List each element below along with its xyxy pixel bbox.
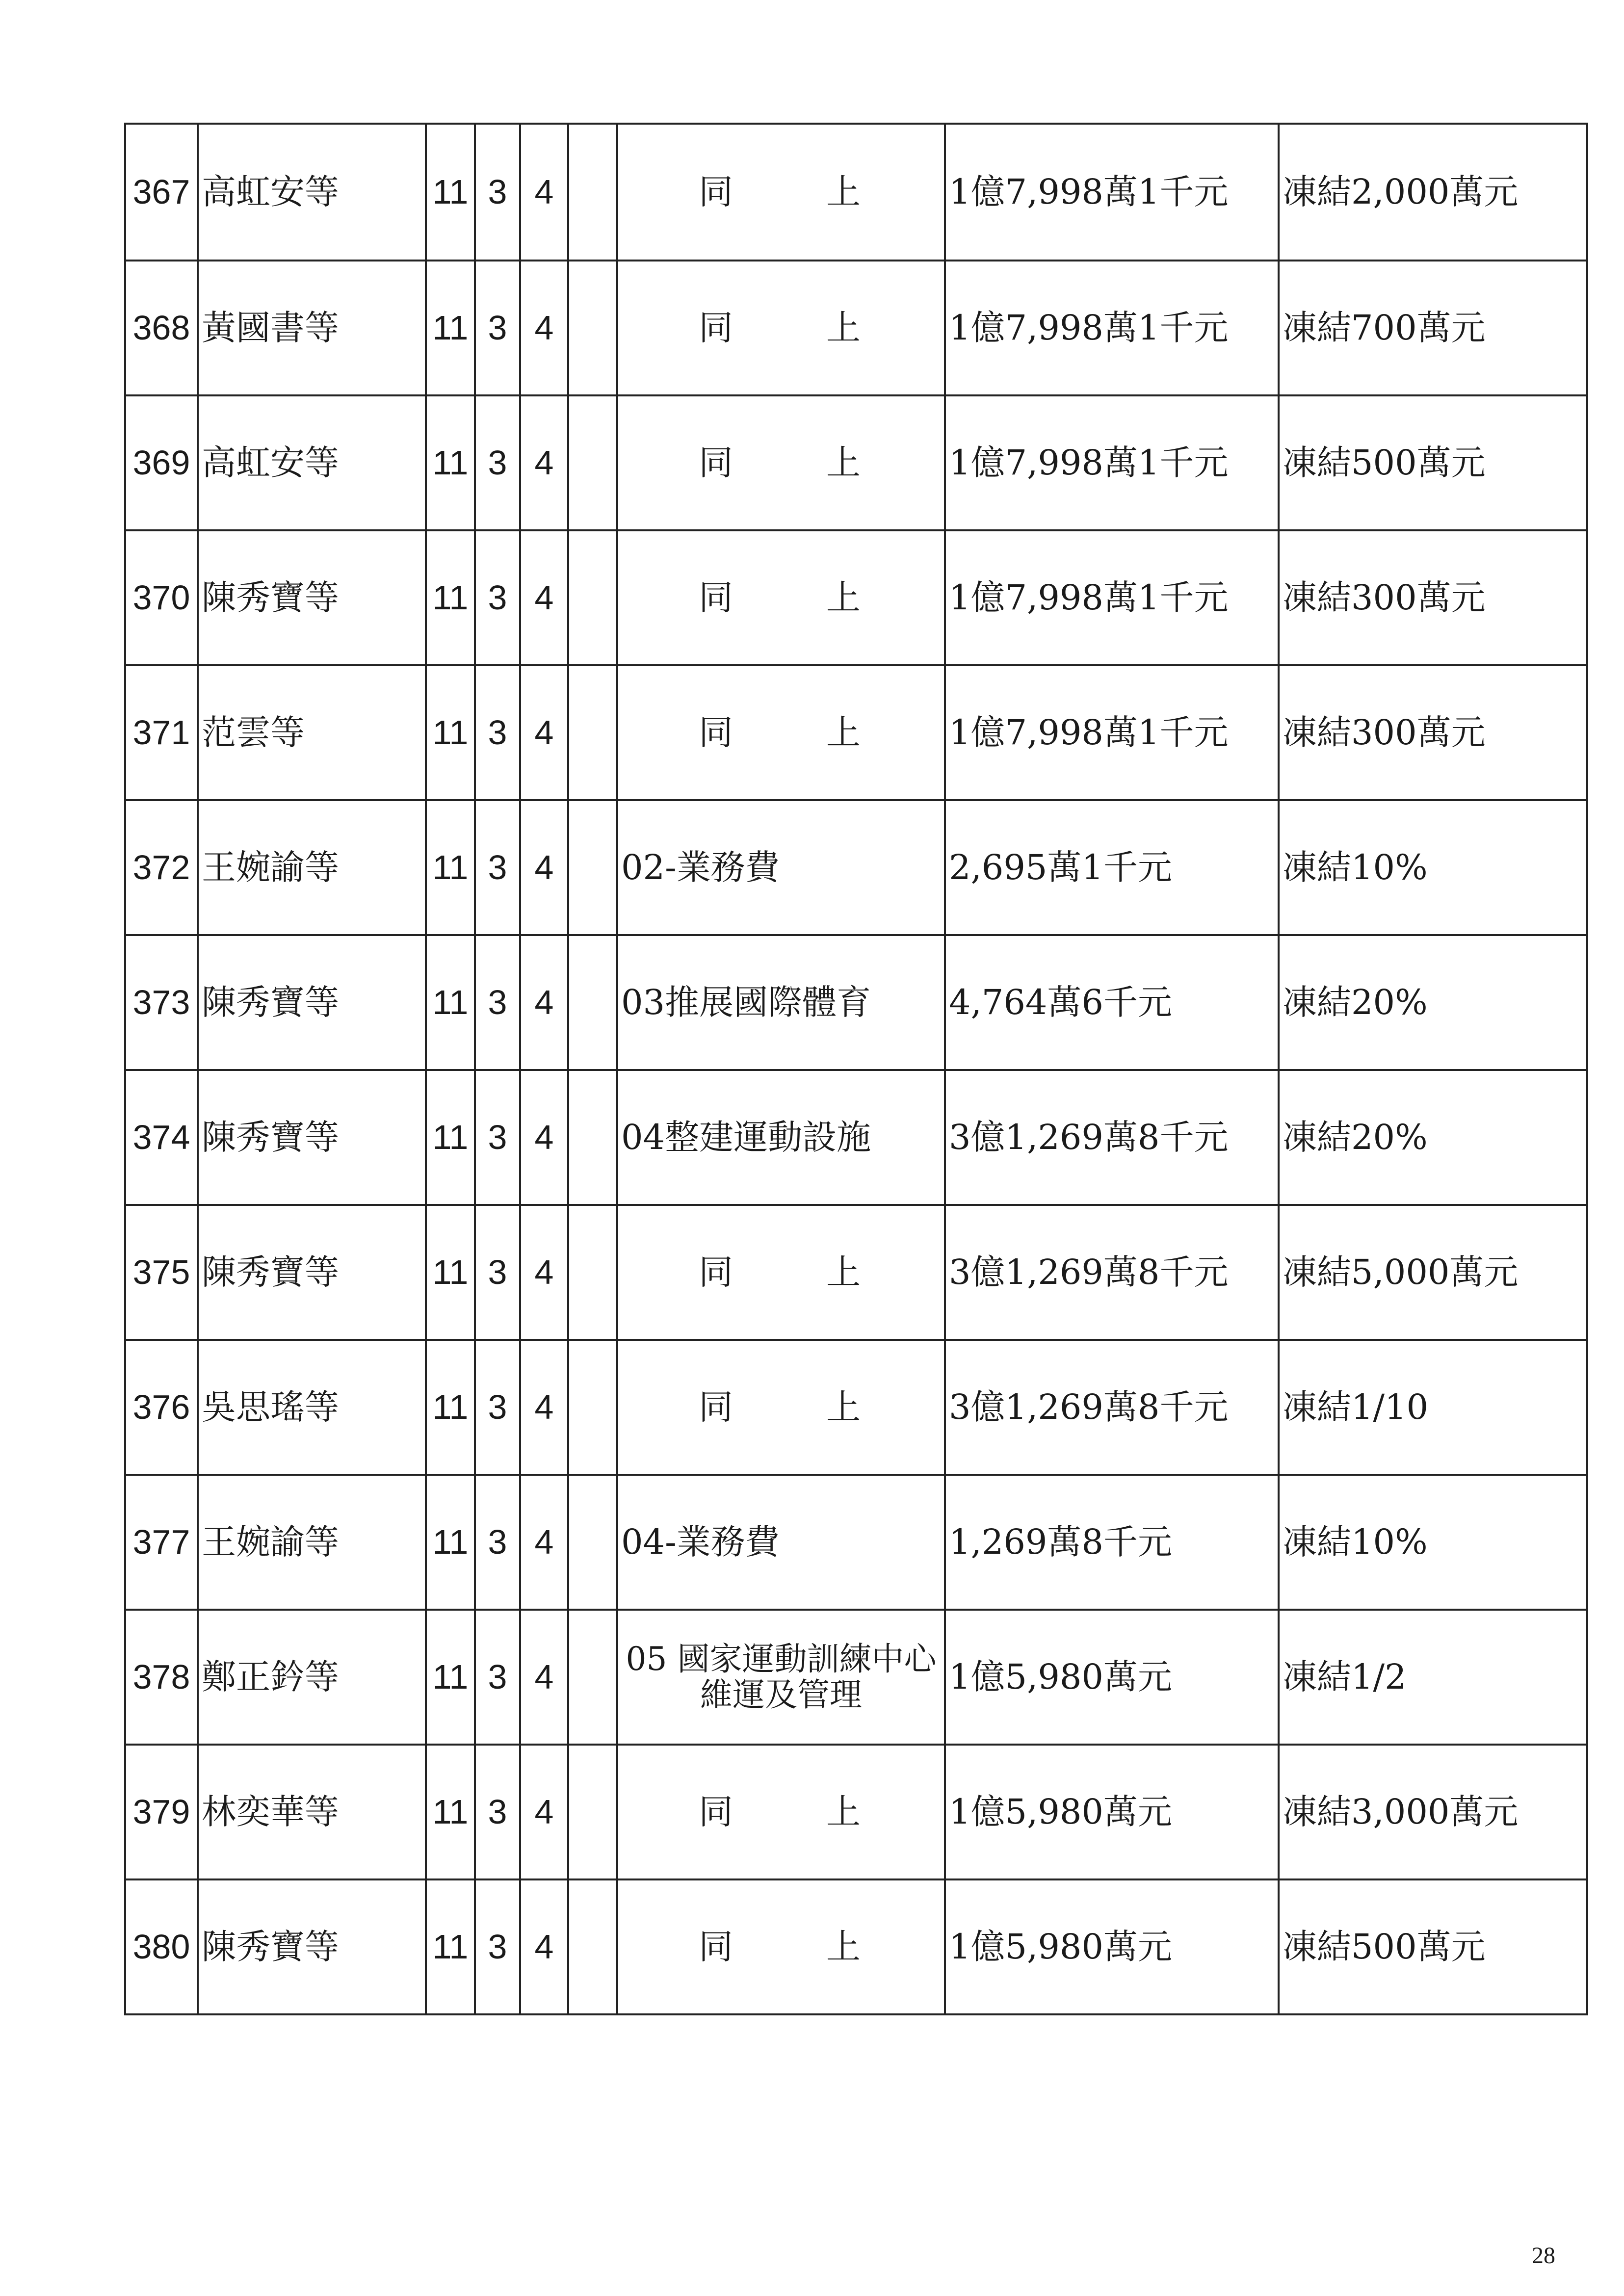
code-cell-4	[568, 1745, 617, 1879]
code-cell-1: 11	[426, 1610, 475, 1745]
resolution-cell: 凍結300萬元	[1279, 530, 1587, 665]
item-cell: 02-業務費	[617, 800, 945, 935]
table-row	[125, 665, 1587, 800]
amount-cell: 1億7,998萬1千元	[945, 261, 1279, 395]
code-cell-1: 11	[426, 395, 475, 530]
code-cell-1: 11	[426, 1205, 475, 1340]
code-cell-1: 11	[426, 1070, 475, 1205]
page-number: 28	[1532, 2243, 1555, 2269]
proposer-cell: 王婉諭等	[198, 800, 426, 935]
proposer-cell: 陳秀寶等	[198, 530, 426, 665]
code-cell-3: 4	[520, 1475, 568, 1610]
resolution-cell: 凍結1/10	[1279, 1340, 1587, 1475]
code-cell-2: 3	[475, 1340, 520, 1475]
code-cell-2: 3	[475, 800, 520, 935]
code-cell-3: 4	[520, 1205, 568, 1340]
code-cell-4	[568, 530, 617, 665]
code-cell-4	[568, 1610, 617, 1745]
row-number-cell: 379	[125, 1745, 198, 1879]
code-cell-2: 3	[475, 1745, 520, 1879]
proposer-cell: 范雲等	[198, 665, 426, 800]
proposer-cell: 高虹安等	[198, 124, 426, 261]
table-row	[125, 1475, 1587, 1610]
code-cell-3: 4	[520, 395, 568, 530]
table-row	[125, 261, 1587, 395]
amount-cell: 1億5,980萬元	[945, 1745, 1279, 1879]
row-number-cell: 377	[125, 1475, 198, 1610]
item-cell: 同 上	[617, 261, 945, 395]
amount-cell: 3億1,269萬8千元	[945, 1205, 1279, 1340]
table-row	[125, 395, 1587, 530]
code-cell-2: 3	[475, 1610, 520, 1745]
proposer-cell: 吳思瑤等	[198, 1340, 426, 1475]
row-number-cell: 380	[125, 1879, 198, 2014]
proposer-cell: 陳秀寶等	[198, 1205, 426, 1340]
item-cell: 同 上	[617, 395, 945, 530]
resolution-cell: 凍結5,000萬元	[1279, 1205, 1587, 1340]
item-cell: 04整建運動設施	[617, 1070, 945, 1205]
code-cell-2: 3	[475, 261, 520, 395]
code-cell-4	[568, 395, 617, 530]
code-cell-4	[568, 1475, 617, 1610]
proposer-cell: 黃國書等	[198, 261, 426, 395]
code-cell-1: 11	[426, 665, 475, 800]
code-cell-2: 3	[475, 124, 520, 261]
row-number-cell: 378	[125, 1610, 198, 1745]
amount-cell: 3億1,269萬8千元	[945, 1070, 1279, 1205]
code-cell-4	[568, 1879, 617, 2014]
table-row	[125, 800, 1587, 935]
table-row	[125, 530, 1587, 665]
code-cell-2: 3	[475, 1070, 520, 1205]
item-cell: 同 上	[617, 530, 945, 665]
table-row	[125, 1610, 1587, 1745]
code-cell-2: 3	[475, 665, 520, 800]
resolution-cell: 凍結20%	[1279, 1070, 1587, 1205]
resolution-cell: 凍結20%	[1279, 935, 1587, 1070]
proposer-cell: 陳秀寶等	[198, 1070, 426, 1205]
row-number-cell: 373	[125, 935, 198, 1070]
proposer-cell: 陳秀寶等	[198, 935, 426, 1070]
amount-cell: 3億1,269萬8千元	[945, 1340, 1279, 1475]
code-cell-1: 11	[426, 124, 475, 261]
code-cell-3: 4	[520, 1070, 568, 1205]
code-cell-3: 4	[520, 800, 568, 935]
item-cell: 05 國家運動訓練中心維運及管理	[617, 1610, 945, 1745]
item-cell: 同 上	[617, 1340, 945, 1475]
proposer-cell: 高虹安等	[198, 395, 426, 530]
resolution-cell: 凍結2,000萬元	[1279, 124, 1587, 261]
code-cell-4	[568, 1205, 617, 1340]
code-cell-3: 4	[520, 665, 568, 800]
item-cell: 同 上	[617, 665, 945, 800]
amount-cell: 1億7,998萬1千元	[945, 530, 1279, 665]
row-number-cell: 372	[125, 800, 198, 935]
item-cell: 同 上	[617, 124, 945, 261]
resolution-cell: 凍結1/2	[1279, 1610, 1587, 1745]
item-cell: 04-業務費	[617, 1475, 945, 1610]
proposer-cell: 王婉諭等	[198, 1475, 426, 1610]
code-cell-3: 4	[520, 261, 568, 395]
table-row	[125, 1879, 1587, 2014]
amount-cell: 1億5,980萬元	[945, 1879, 1279, 2014]
row-number-cell: 367	[125, 124, 198, 261]
proposer-cell: 林奕華等	[198, 1745, 426, 1879]
row-number-cell: 376	[125, 1340, 198, 1475]
amount-cell: 1億7,998萬1千元	[945, 395, 1279, 530]
resolution-cell: 凍結3,000萬元	[1279, 1745, 1587, 1879]
code-cell-1: 11	[426, 1475, 475, 1610]
table-row	[125, 1340, 1587, 1475]
amount-cell: 1,269萬8千元	[945, 1475, 1279, 1610]
row-number-cell: 369	[125, 395, 198, 530]
row-number-cell: 371	[125, 665, 198, 800]
code-cell-4	[568, 261, 617, 395]
proposer-cell: 陳秀寶等	[198, 1879, 426, 2014]
code-cell-3: 4	[520, 530, 568, 665]
table-row	[125, 935, 1587, 1070]
code-cell-3: 4	[520, 1340, 568, 1475]
code-cell-4	[568, 124, 617, 261]
table-body	[125, 124, 1587, 2014]
code-cell-1: 11	[426, 800, 475, 935]
code-cell-4	[568, 1070, 617, 1205]
resolution-cell: 凍結700萬元	[1279, 261, 1587, 395]
code-cell-1: 11	[426, 1879, 475, 2014]
code-cell-3: 4	[520, 1879, 568, 2014]
code-cell-4	[568, 1340, 617, 1475]
amount-cell: 1億7,998萬1千元	[945, 124, 1279, 261]
code-cell-3: 4	[520, 935, 568, 1070]
table-row	[125, 1070, 1587, 1205]
row-number-cell: 374	[125, 1070, 198, 1205]
item-cell: 同 上	[617, 1205, 945, 1340]
code-cell-2: 3	[475, 395, 520, 530]
code-cell-1: 11	[426, 261, 475, 395]
code-cell-4	[568, 935, 617, 1070]
row-number-cell: 370	[125, 530, 198, 665]
item-cell: 03推展國際體育	[617, 935, 945, 1070]
amount-cell: 1億5,980萬元	[945, 1610, 1279, 1745]
proposer-cell: 鄭正鈐等	[198, 1610, 426, 1745]
code-cell-2: 3	[475, 1475, 520, 1610]
resolution-cell: 凍結500萬元	[1279, 395, 1587, 530]
resolution-cell: 凍結10%	[1279, 1475, 1587, 1610]
row-number-cell: 368	[125, 261, 198, 395]
code-cell-3: 4	[520, 1745, 568, 1879]
code-cell-2: 3	[475, 1879, 520, 2014]
table-row	[125, 1205, 1587, 1340]
amount-cell: 1億7,998萬1千元	[945, 665, 1279, 800]
code-cell-3: 4	[520, 1610, 568, 1745]
table-row	[125, 1745, 1587, 1879]
code-cell-4	[568, 800, 617, 935]
amount-cell: 4,764萬6千元	[945, 935, 1279, 1070]
code-cell-1: 11	[426, 530, 475, 665]
row-number-cell: 375	[125, 1205, 198, 1340]
table-row	[125, 124, 1587, 261]
resolution-cell: 凍結500萬元	[1279, 1879, 1587, 2014]
budget-freeze-table	[124, 123, 1588, 2015]
item-cell: 同 上	[617, 1745, 945, 1879]
item-cell: 同 上	[617, 1879, 945, 2014]
code-cell-1: 11	[426, 935, 475, 1070]
code-cell-2: 3	[475, 935, 520, 1070]
code-cell-2: 3	[475, 530, 520, 665]
code-cell-2: 3	[475, 1205, 520, 1340]
amount-cell: 2,695萬1千元	[945, 800, 1279, 935]
code-cell-3: 4	[520, 124, 568, 261]
resolution-cell: 凍結10%	[1279, 800, 1587, 935]
code-cell-1: 11	[426, 1340, 475, 1475]
code-cell-4	[568, 665, 617, 800]
code-cell-1: 11	[426, 1745, 475, 1879]
resolution-cell: 凍結300萬元	[1279, 665, 1587, 800]
